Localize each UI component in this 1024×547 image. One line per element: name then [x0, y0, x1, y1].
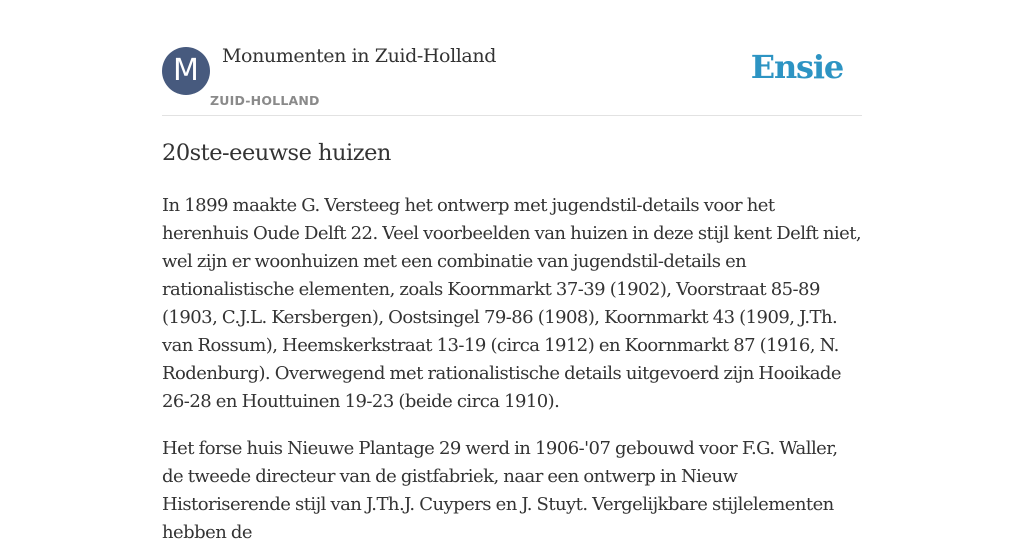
article-title: 20ste-eeuwse huizen [162, 140, 391, 166]
article-paragraph: Het forse huis Nieuwe Plantage 29 werd in 1906-'07 gebouwd voor F.G. Waller, de tweede directeur van de gistfabriek, naar een ontwerp in Nieuw Historiserende stijl van J.Th.J. Cuypers en J. Stuyt. Vergelijkbare stijlelementen hebben de [162, 438, 838, 543]
avatar[interactable]: M [162, 47, 210, 95]
article-paragraph: In 1899 maakte G. Versteeg het ontwerp met jugendstil-details voor het herenhuis Oude Delft 22. Veel voorbeelden van huizen in deze stijl kent Delft niet, wel zijn er woonhuizen met een combinatie van jugendstil-details en rationalistische elementen, zoals Koornmarkt 37-39 (1902), Voorstraat 85-89 (1903, C.J.L. Kersbergen), Oostsingel 79-86 (1908), Koornmarkt 43 (1909, J.Th. van Rossum), Heemskerkstraat 13-19 (circa 1912) en Koornmarkt 87 (1916, N. Rodenburg). Overwegend met rationalistische details uitgevoerd zijn Hooikade 26-28 en Houttuinen 19-23 (beide circa 1910). [162, 195, 862, 412]
ensie-logo[interactable]: Ensie [750, 48, 843, 86]
site-title-link[interactable]: Monumenten in Zuid-Holland [222, 45, 496, 67]
site-header [162, 0, 862, 116]
category-link[interactable]: ZUID-HOLLAND [210, 93, 320, 108]
content-column [162, 0, 862, 543]
